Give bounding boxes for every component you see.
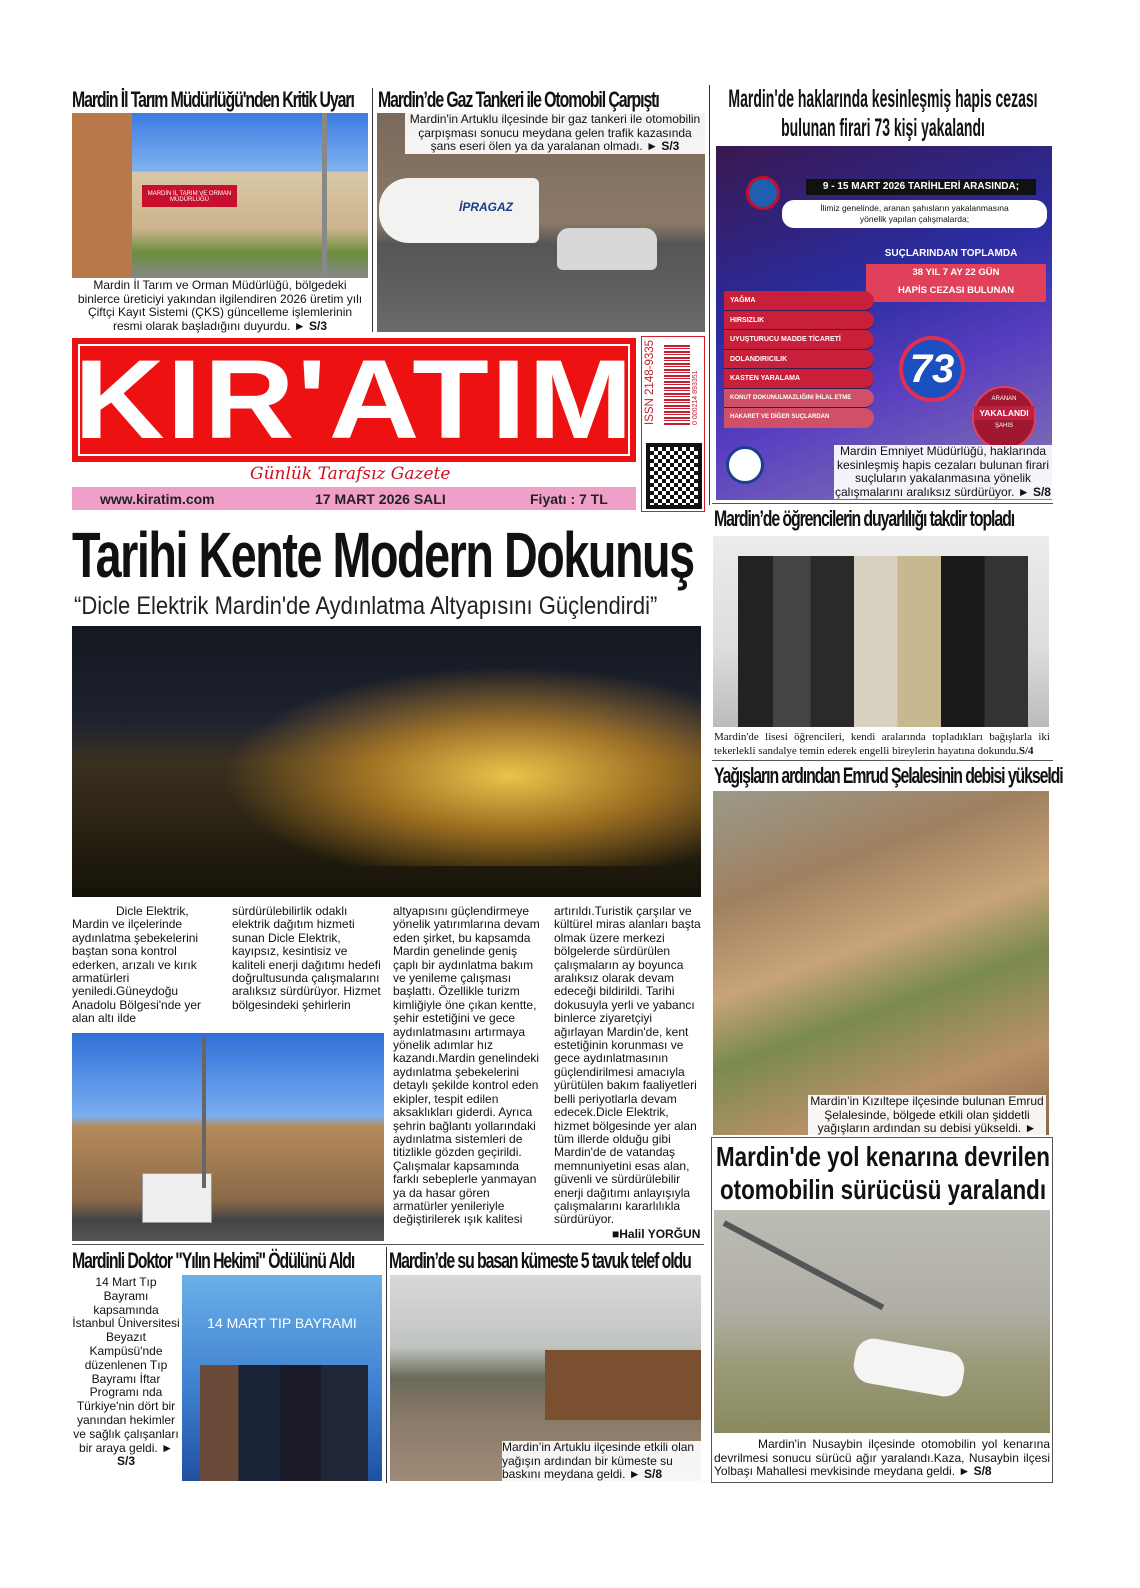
police-emblem-icon	[726, 446, 764, 484]
caption-tarim	[72, 279, 368, 333]
caption-text: Mardin'in Nusaybin ilçesinde otomobilin yol kenarına devrilmesi sonucu sürücü ağır yaralandı.Kaza, Nusaybin ilçesi Yolbaşı Mahallesi mevkisinde meydana geldi.	[714, 1437, 1050, 1478]
crime-list	[724, 291, 874, 428]
barcode-digits: 0 000214 893351	[692, 370, 699, 425]
main-subtitle: “Dicle Elektrik Mardin'de Aydınlatma Altyapısını Güçlendirdi”	[74, 592, 658, 620]
main-column-1: Dicle Elektrik, Mardin ve ilçelerinde aydınlatma şebekelerini baştan sona kontrol ederken, arızalı ve kırık armatürleri yeniledi.Güneydoğu Anadolu Bölgesi'nde yer alan altı ilde	[72, 904, 202, 1026]
caption-text: Mardin’in Kızıltepe ilçesinde bulunan Emrud Şelalesinde, bölgede etkili olan şiddetli yağışların ardından su debisi yükseldi.	[810, 1094, 1044, 1135]
crime-item: YAĞMA	[724, 291, 874, 311]
car	[557, 228, 657, 270]
coop-shed	[545, 1350, 701, 1420]
photo-tanker-crash	[377, 113, 705, 332]
tanker-brand: İPRAGAZ	[459, 200, 513, 214]
issn-box	[641, 336, 705, 512]
main-headline[interactable]: Tarihi Kente Modern Dokunuş	[72, 519, 694, 591]
box-border	[711, 1137, 1053, 1483]
badge-top: ARANAN	[991, 396, 1017, 402]
caption-text: Mardin İl Tarım ve Orman Müdürlüğü, bölgedeki binlerce üreticiyi yakından ilgilendiren 2026 üretim yılı Çiftçi Kayıt Sistemi (ÇKS) güncelleme işlemlerinin resmi olarak başladığını duyurdu.	[77, 278, 363, 333]
building-sign: MARDİN İL TARIM VE ORMAN MÜDÜRLÜĞÜ	[142, 185, 237, 207]
headline-flood-coop[interactable]: Mardin’de su basan kümeste 5 tavuk telef oldu	[389, 1248, 691, 1273]
pole	[322, 113, 327, 278]
crime-item: HIRSIZLIK	[724, 311, 874, 331]
tanker	[379, 178, 539, 243]
caption-tanker	[405, 113, 705, 154]
masthead-info-bar	[72, 487, 636, 510]
pole	[202, 1038, 206, 1188]
headline-students[interactable]: Mardin’de öğrencilerin duyarlılığı takdir topladı	[714, 506, 1015, 531]
wanted-badge	[972, 386, 1036, 450]
page-ref[interactable]: ► S/8	[1017, 484, 1051, 499]
crime-item: KONUT DOKUNULMAZLIĞINI İHLAL ETME	[724, 389, 874, 409]
intro-text: İlimiz genelinde, aranan şahısların yakalanmasına yönelik yapılan çalışmalarda;	[782, 200, 1047, 228]
crime-item: KASTEN YARALAMA	[724, 369, 874, 389]
photo-tarim-building	[72, 113, 368, 278]
photo-doctor-award	[182, 1275, 382, 1481]
divider	[712, 760, 1053, 761]
city-lights	[222, 666, 701, 866]
caption-text: Mardin'de lisesi öğrencileri, kendi aralarında topladıkları bağışlarla iki tekerlekli sandalye temin ederek engelli bireylerin hayatına dokundu.	[714, 731, 1050, 757]
headline-tarim[interactable]: Mardin İl Tarım Müdürlüğü'nden Kritik Uyarı	[72, 87, 354, 112]
headline-text: Mardin'de haklarında kesinleşmiş hapis cezası bulunan firari 73 kişi yakalandı	[728, 85, 1038, 142]
photo-emrud-waterfall	[713, 791, 1049, 1135]
badge-bottom: ŞAHIS	[994, 423, 1013, 429]
photo-electric-crew	[72, 1033, 384, 1241]
caption-waterfall	[808, 1095, 1046, 1135]
group-people	[738, 556, 1028, 727]
price: Fiyatı : 7 TL	[530, 490, 608, 507]
sentence: HAPİS CEZASI BULUNAN	[897, 285, 1015, 296]
police-officer-icon	[746, 176, 780, 210]
caption-text: Mardin'in Artuklu ilçesinde bir gaz tankeri ile otomobilin çarpışması sonucu meydana gelen trafik kazasında şans eseri ölen ya da yaralanan olmadı.	[409, 113, 701, 153]
crime-item: HAKARET VE DİĞER SUÇLARDAN	[724, 408, 874, 428]
main-column-2: sürdürülebilirlik odaklı elektrik dağıtım hizmeti sunan Dicle Elektrik, kayıpsız, kesintisiz ve kaliteli enerji dağıtımı hedefi doğrultusunda çalışmalarını aralıksız sürdürüyor. Hizmet bölgesindeki şehirlerin	[232, 904, 381, 1012]
divider	[372, 88, 373, 332]
page-ref[interactable]: ► S/8	[628, 1467, 662, 1481]
issn-text: ISSN 2148-9335	[644, 339, 656, 425]
divider	[709, 85, 710, 505]
page-ref[interactable]: ► S/3	[116, 1440, 173, 1469]
caption-students	[714, 730, 1050, 758]
total-time: 38 YIL 7 AY 22 GÜN	[912, 267, 1000, 278]
main-column-4: artırıldı.Turistik çarşılar ve kültürel miras alanları başta olmak üzere merkezi bölgelerde sürdürülen çalışmaların ay boyunca aralıksız olarak devam edeceği bildirildi. Tarihi dokusuyla yerli ve yabancı binlerce ziyaretçiyi ağırlayan Mardin'de, kent estetiğinin korunması ve gece aydınlatmasının güçlendirilmesi amacıyla yürütülen bakım faaliyetleri belli periyotlarla devam edecek.Dicle Elektrik, hizmet bölgesinde yer alan tüm illerde olduğu gibi Mardin'de de vatandaş memnuniyetini esas alan, güvenli ve sürdürülebilir enerji dağıtımı anlayışıyla çalışmalarını kararlılıkla sürdürüyor.	[554, 904, 701, 1227]
award-recipients	[200, 1365, 368, 1481]
police-infographic	[716, 146, 1052, 500]
total-box	[866, 264, 1046, 302]
crime-item: DOLANDIRICILIK	[724, 350, 874, 370]
badge-text: YAKALANDI	[974, 406, 1034, 420]
divider	[386, 1247, 387, 1483]
count-73: 73	[899, 336, 965, 402]
caption-text: Mardin’in Artuklu ilçesinde etkili olan yağışın ardından bir kümeste su baskını meydana geldi.	[502, 1440, 695, 1481]
main-column-3: altyapısını güçlendirmeye yönelik yatırımlarına devam eden şirket, bu kapsamda Mardin genelinde geniş çaplı bir aydınlatma bakım ve yenileme çalışması başlattı. Özellikle turizm kimliğiyle öne çıkan kentte, şehir estetiğini ve gece aydınlatmasını artırmaya yönelik adımlar hız kazandı.Mardin genelindeki aydınlatma şebekelerini detaylı şekilde kontrol eden ekipler, tespit edilen aksaklıkları giderdi. Ayrıca şehrin bağlantı yollarındaki aydınlatma sistemleri de titizlikle gözden geçirildi. Çalışmalar kapsamında farklı sebeplerle yanmayan ya da hasar gören armatürler yenileriyle değiştirilerek ışık kalitesi	[393, 904, 540, 1227]
masthead-tagline: Günlük Tarafsız Gazete	[250, 464, 451, 484]
total-label: SUÇLARINDAN TOPLAMDA	[884, 248, 1018, 259]
page-ref[interactable]: ► S/3	[293, 318, 327, 333]
page-ref[interactable]: ► S/3	[646, 139, 680, 153]
headline-doctor[interactable]: Mardinli Doktor "Yılın Hekimi" Ödülünü Aldı	[72, 1248, 355, 1273]
headline-waterfall[interactable]: Yağışların ardından Emrud Şelalesinin debisi yükseldi	[714, 763, 1063, 788]
text-doctor	[72, 1276, 180, 1469]
photo-students	[713, 536, 1049, 727]
website-link[interactable]: www.kiratim.com	[100, 490, 215, 507]
masthead-logo[interactable]	[72, 338, 636, 462]
page-ref[interactable]: S/4	[1018, 745, 1034, 757]
date-range: 9 - 15 MART 2026 TARİHLERİ ARASINDA;	[806, 179, 1036, 195]
headline-gaz-tankeri[interactable]: Mardin’de Gaz Tankeri ile Otomobil Çarpıştı	[378, 87, 659, 112]
headline-text: Mardin'de yol kenarına devrilen otomobilin sürücüsü yaralandı	[716, 1141, 1050, 1205]
photo-mardin-night	[72, 626, 701, 897]
page-ref[interactable]: ►	[1024, 1121, 1037, 1135]
divider	[72, 1244, 704, 1245]
event-banner: 14 MART TIP BAYRAMI	[207, 1315, 357, 1331]
page-ref[interactable]: ► S/8	[958, 1464, 992, 1478]
building-wall	[72, 113, 132, 278]
masthead-title: KIR'ATIM	[73, 337, 635, 462]
crime-item: UYUŞTURUCU MADDE TİCARETİ	[724, 330, 874, 350]
caption-flood-coop	[502, 1441, 701, 1481]
author: ■Halil YORĞUN	[612, 1227, 701, 1241]
barcode	[664, 345, 690, 425]
divider	[712, 503, 1053, 504]
issue-date: 17 MART 2026 SALI	[315, 490, 446, 507]
headline-firari[interactable]	[713, 85, 1053, 145]
qr-code[interactable]	[646, 443, 702, 509]
photo-flooded-coop	[390, 1275, 701, 1481]
caption-firari	[834, 445, 1052, 499]
caption-text: Mardin Emniyet Müdürlüğü, haklarında kesinleşmiş hapis cezaları bulunan firari suçluların yakalanmasına yönelik çalışmalarını aralıksız sürdürüyor.	[835, 444, 1050, 499]
story-text: 14 Mart Tıp Bayramı kapsamında İstanbul Üniversitesi Beyazıt Kampüsü'nde düzenlenen Tıp Bayramı İftar Programı nda Türkiye'nin dört bir yanından hekimler ve sağlık çalışanları bir araya geldi.	[72, 1275, 180, 1455]
